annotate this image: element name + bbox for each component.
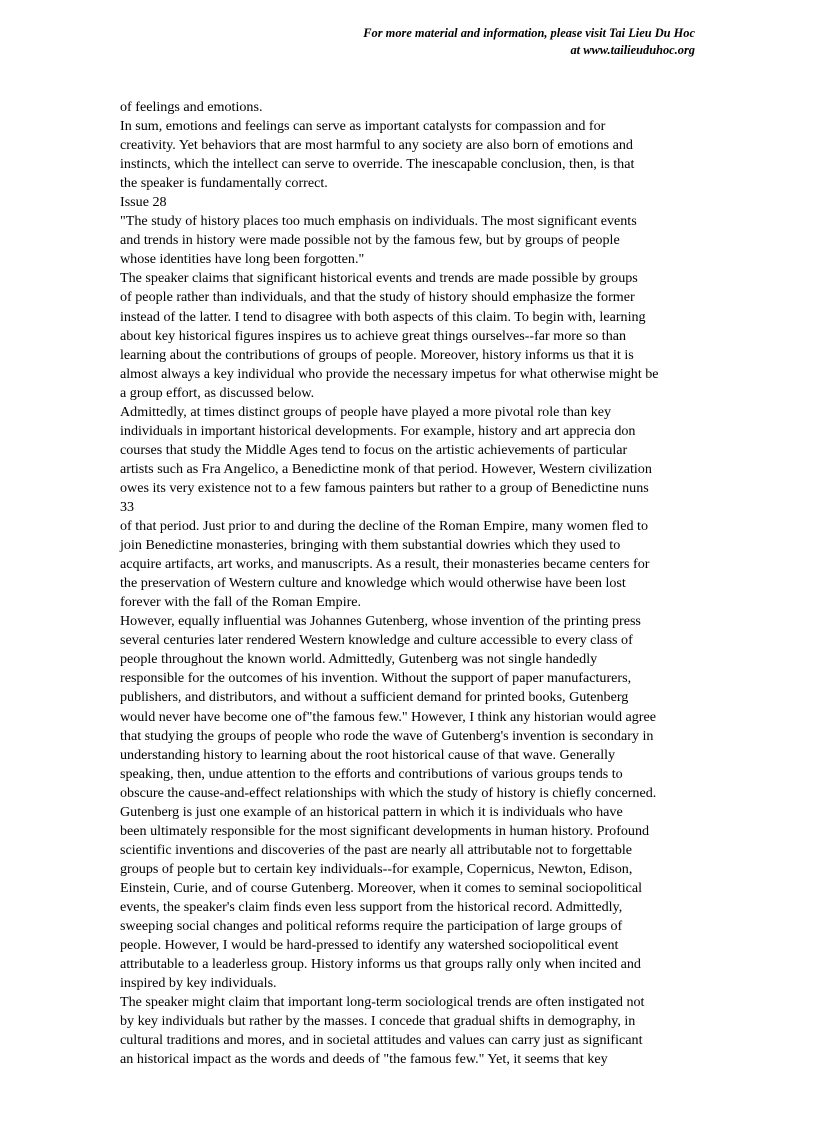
text-line: 33: [120, 498, 135, 515]
text-line: an historical impact as the words and deeds of "the famous few." Yet, it seems that key: [120, 1051, 608, 1068]
text-line: cultural traditions and mores, and in societal attitudes and values can carry just as significant: [120, 1032, 643, 1049]
text-line: Einstein, Curie, and of course Gutenberg. Moreover, when it comes to seminal sociopolitical: [120, 879, 643, 896]
text-line: been ultimately responsible for the most significant developments in human history. Profound: [120, 822, 650, 839]
text-line: people. However, I would be hard-pressed to identify any watershed sociopolitical event: [120, 937, 619, 954]
text-line: understanding history to learning about the root historical cause of that wave. Generally: [120, 746, 616, 763]
text-line: courses that study the Middle Ages tend to focus on the artistic achievements of particular: [120, 441, 628, 458]
header-line-2: at www.tailieuduhoc.org: [570, 43, 695, 57]
text-line: obscure the cause-and-effect relationships with which the study of history is chiefly concerned.: [120, 784, 657, 801]
text-line: Admittedly, at times distinct groups of people have played a more pivotal role than key: [120, 403, 612, 420]
text-line: almost always a key individual who provide the necessary impetus for what otherwise might be: [120, 365, 659, 382]
text-line: However, equally influential was Johannes Gutenberg, whose invention of the printing press: [120, 613, 641, 630]
text-line: creativity. Yet behaviors that are most harmful to any society are also born of emotions and: [120, 137, 633, 154]
text-line: individuals in important historical developments. For example, history and art apprecia don: [120, 422, 636, 439]
text-line: Gutenberg is just one example of an historical pattern in which it is individuals who have: [120, 803, 623, 820]
text-line: Issue 28: [120, 194, 167, 211]
text-line: whose identities have long been forgotten.": [120, 251, 365, 268]
text-line: The speaker might claim that important long-term sociological trends are often instigated not: [120, 994, 645, 1011]
text-line: that studying the groups of people who rode the wave of Gutenberg's invention is secondary in: [120, 727, 654, 744]
text-line: events, the speaker's claim finds even less support from the historical record. Admittedly,: [120, 898, 623, 915]
text-line: several centuries later rendered Western knowledge and culture accessible to every class of: [120, 632, 633, 649]
text-line: scientific inventions and discoveries of the past are nearly all attributable not to forgettable: [120, 841, 633, 858]
text-line: instead of the latter. I tend to disagree with both aspects of this claim. To begin with, learning: [120, 308, 646, 325]
text-line: "The study of history places too much emphasis on individuals. The most significant events: [120, 213, 637, 230]
text-line: responsible for the outcomes of his invention. Without the support of paper manufacturers,: [120, 670, 632, 687]
text-line: the preservation of Western culture and knowledge which would otherwise have been lost: [120, 575, 626, 592]
text-line: publishers, and distributors, and without a sufficient demand for printed books, Gutenberg: [120, 689, 629, 706]
text-line: In sum, emotions and feelings can serve as important catalysts for compassion and for: [120, 118, 606, 135]
document-body: [120, 98, 690, 1069]
text-line: about key historical figures inspires us to achieve great things ourselves--far more so than: [120, 327, 627, 344]
text-line: of that period. Just prior to and during the decline of the Roman Empire, many women fled to: [120, 518, 648, 535]
text-line: attributable to a leaderless group. History informs us that groups rally only when incited and: [120, 956, 641, 973]
text-line: learning about the contributions of groups of people. Moreover, history informs us that it is: [120, 346, 634, 363]
text-line: the speaker is fundamentally correct.: [120, 175, 328, 192]
text-line: forever with the fall of the Roman Empire.: [120, 594, 362, 611]
text-line: owes its very existence not to a few famous painters but rather to a group of Benedictine nuns: [120, 479, 649, 496]
text-line: join Benedictine monasteries, bringing with them substantial dowries which they used to: [120, 537, 621, 554]
text-line: of feelings and emotions.: [120, 99, 263, 115]
text-line: sweeping social changes and political reforms require the participation of large groups of: [120, 918, 623, 935]
text-line: artists such as Fra Angelico, a Benedictine monk of that period. However, Western civilization: [120, 460, 652, 477]
text-line: instincts, which the intellect can serve to override. The inescapable conclusion, then, is that: [120, 156, 635, 173]
header-line-1: For more material and information, please visit Tai Lieu Du Hoc: [363, 26, 695, 40]
text-line: speaking, then, undue attention to the efforts and contributions of various groups tends to: [120, 765, 623, 782]
text-line: people throughout the known world. Admittedly, Gutenberg was not single handedly: [120, 651, 598, 668]
page-header: [363, 25, 695, 59]
text-line: groups of people but to certain key individuals--for example, Copernicus, Newton, Edison,: [120, 860, 633, 877]
text-line: a group effort, as discussed below.: [120, 384, 315, 401]
text-line: by key individuals but rather by the masses. I concede that gradual shifts in demography, in: [120, 1013, 636, 1030]
text-line: of people rather than individuals, and that the study of history should emphasize the former: [120, 289, 635, 306]
text-line: and trends in history were made possible not by the famous few, but by groups of people: [120, 232, 620, 249]
text-line: inspired by key individuals.: [120, 975, 277, 992]
text-line: The speaker claims that significant historical events and trends are made possible by groups: [120, 270, 638, 287]
text-line: would never have become one of"the famous few." However, I think any historian would agree: [120, 708, 657, 725]
text-line: acquire artifacts, art works, and manuscripts. As a result, their monasteries became centers for: [120, 556, 650, 573]
